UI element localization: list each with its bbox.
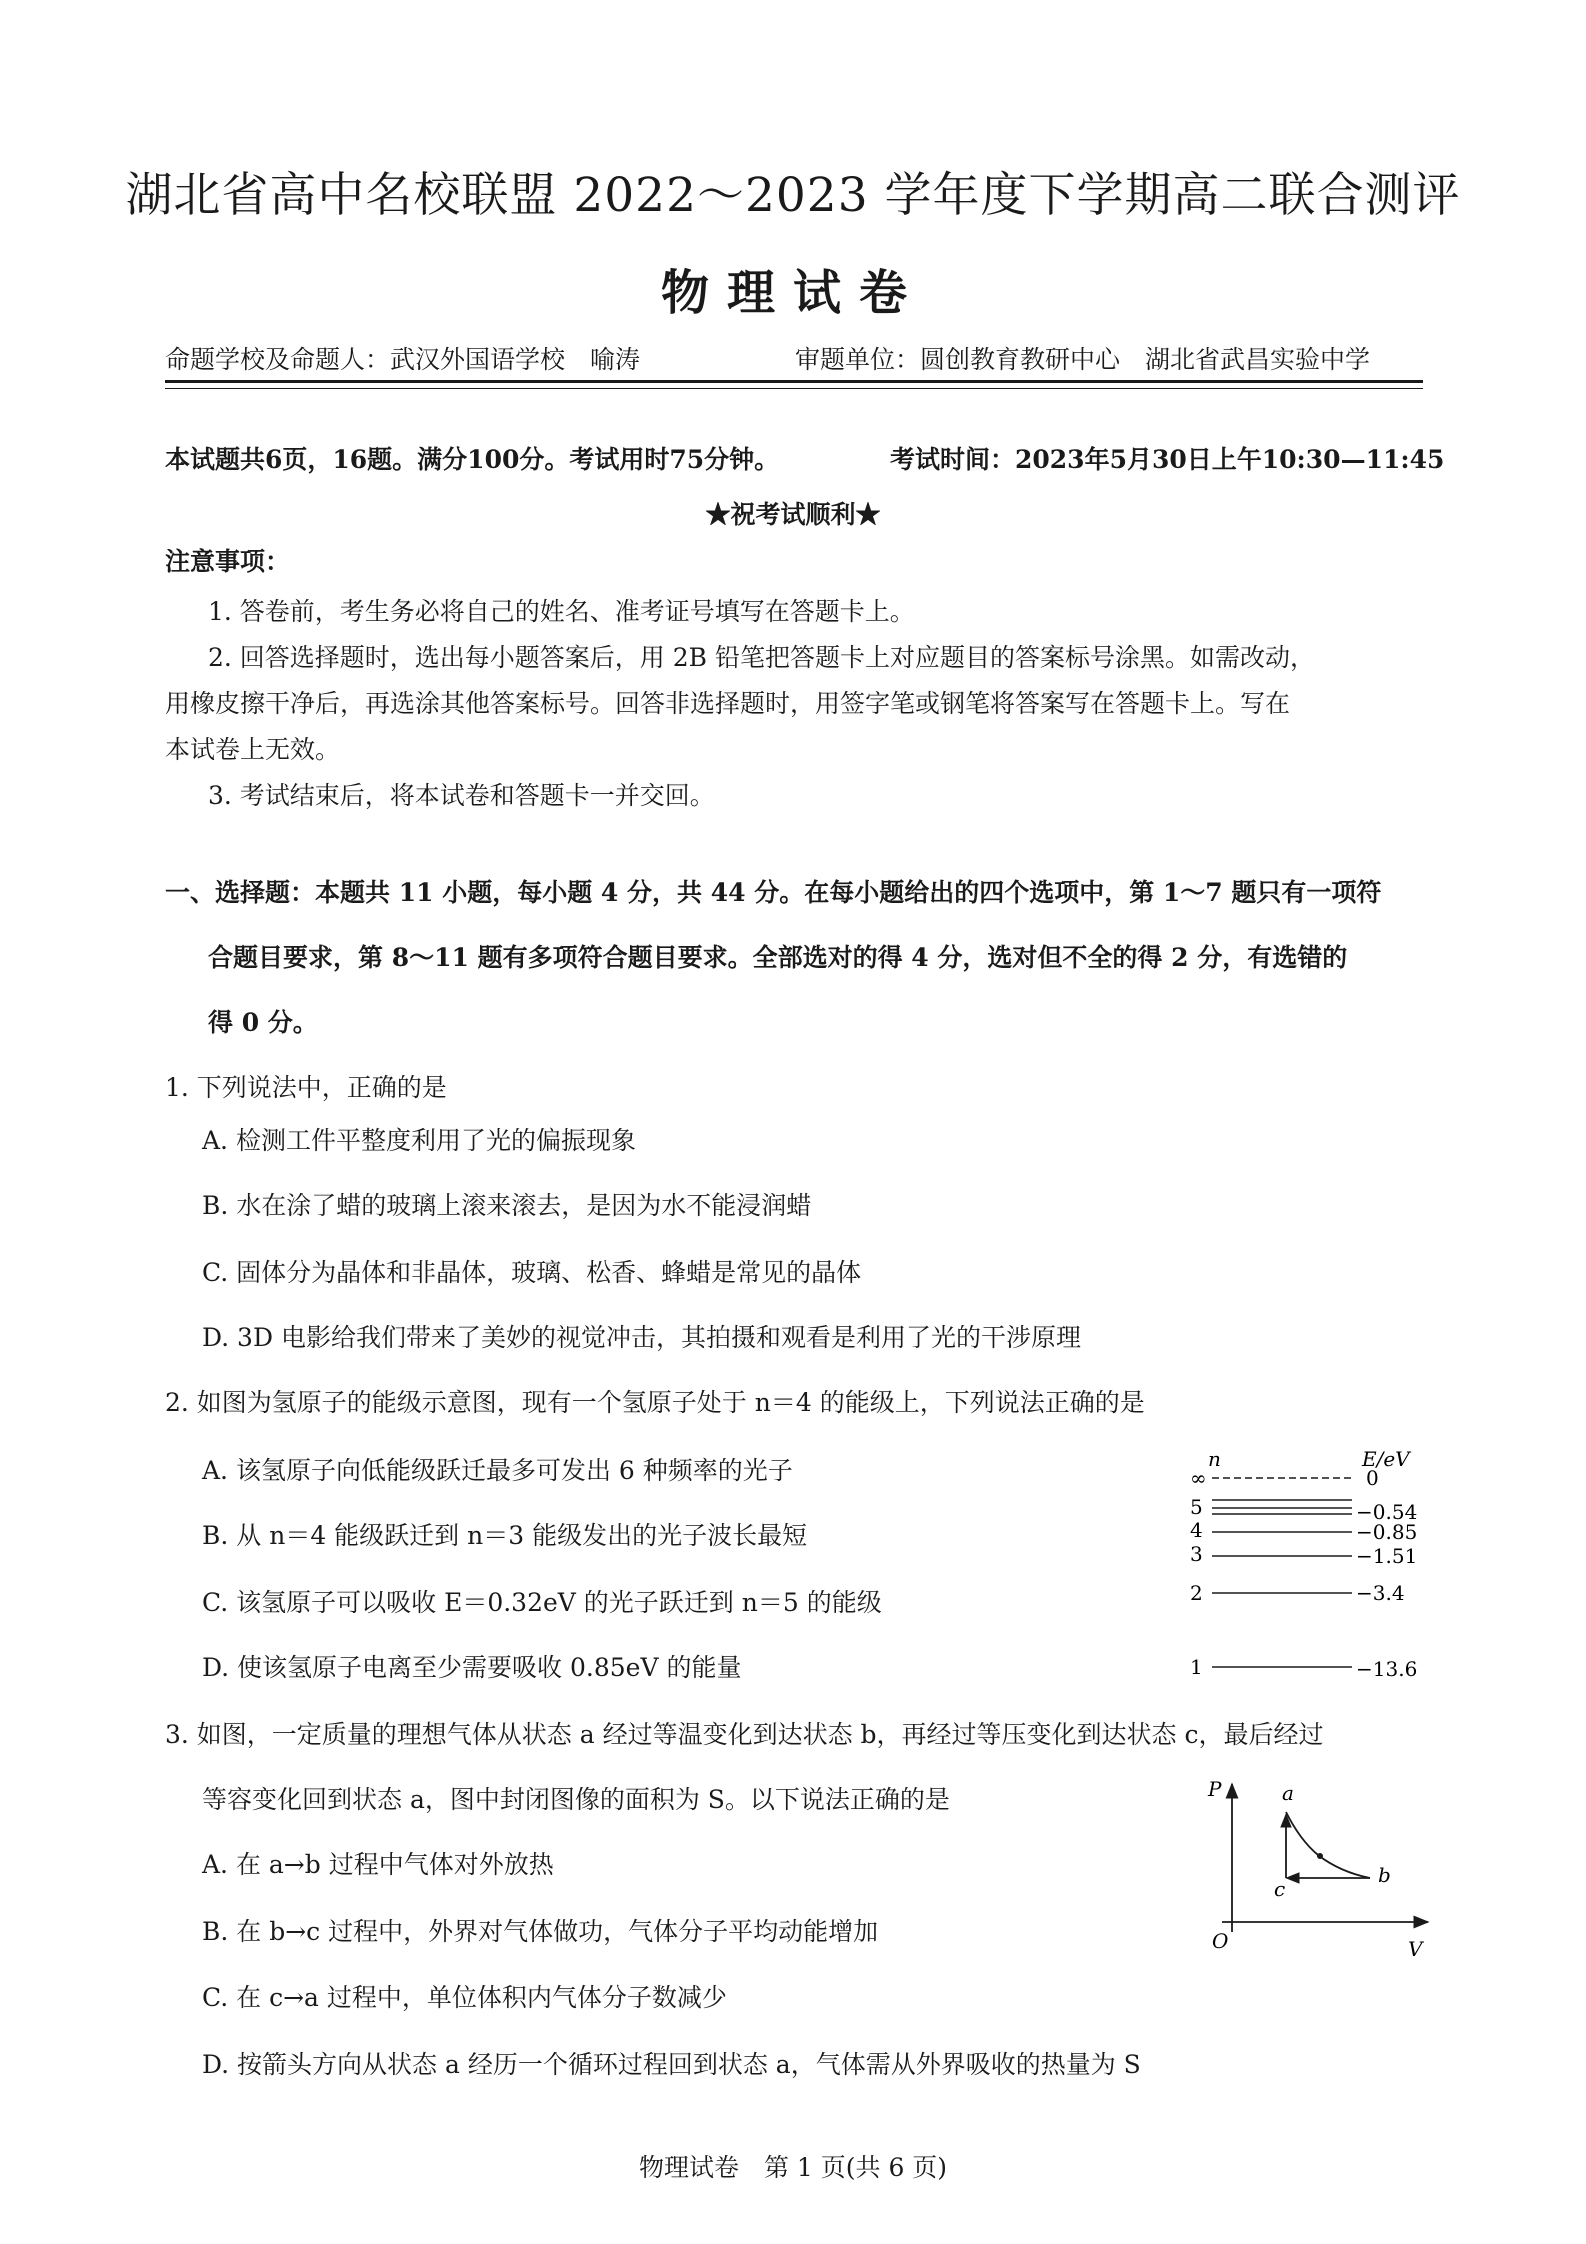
q1-option-c: C. 固体分为晶体和非晶体，玻璃、松香、蜂蜡是常见的晶体 <box>202 1258 862 1287</box>
energy-level-e-1: −13.6 <box>1356 1657 1418 1681</box>
state-b-label: b <box>1378 1863 1391 1887</box>
q2-option-b: B. 从 n＝4 能级跃迁到 n＝3 能级发出的光子波长最短 <box>202 1521 808 1550</box>
energy-level-e-infinity: 0 <box>1366 1466 1379 1490</box>
q2-option-a: A. 该氢原子向低能级跃迁最多可发出 6 种频率的光子 <box>202 1456 793 1485</box>
q3-option-b: B. 在 b→c 过程中，外界对气体做功，气体分子平均动能增加 <box>202 1917 879 1946</box>
origin-label: O <box>1212 1929 1229 1953</box>
reviewer-line: 审题单位：圆创教育教研中心 湖北省武昌实验中学 <box>795 345 1371 374</box>
section-heading-line-2: 合题目要求，第 8～11 题有多项符合题目要求。全部选对的得 4 分，选对但不全的得 2 分，有选错的 <box>208 943 1348 972</box>
q2-stem: 2. 如图为氢原子的能级示意图，现有一个氢原子处于 n＝4 的能级上，下列说法正确的是 <box>165 1388 1145 1417</box>
notice-item-2-line-3: 本试卷上无效。 <box>165 735 341 764</box>
energy-level-diagram <box>1180 1440 1440 1690</box>
q1-option-a: A. 检测工件平整度利用了光的偏振现象 <box>202 1126 636 1155</box>
exam-title: 湖北省高中名校联盟 2022～2023 学年度下学期高二联合测评 <box>125 168 1461 223</box>
notice-heading: 注意事项： <box>165 547 291 576</box>
header-rule-thin <box>165 388 1423 389</box>
q3-option-a: A. 在 a→b 过程中气体对外放热 <box>202 1850 554 1879</box>
exam-info-left: 本试题共6页，16题。满分100分。考试用时75分钟。 <box>165 445 780 474</box>
exam-info-right: 考试时间：2023年5月30日上午10:30—11:45 <box>890 445 1445 474</box>
section-heading-line-3: 得 0 分。 <box>208 1008 318 1037</box>
q3-option-c: C. 在 c→a 过程中，单位体积内气体分子数减少 <box>202 1983 727 2012</box>
energy-diagram-e-label: E/eV <box>1362 1447 1410 1471</box>
state-c-label: c <box>1274 1877 1286 1901</box>
notice-item-2-line-1: 2. 回答选择题时，选出每小题答案后，用 2B 铅笔把答题卡上对应题目的答案标号涂黑。如需改动， <box>208 643 1315 672</box>
energy-level-e-5: −0.54 <box>1356 1500 1418 1524</box>
energy-level-n-1: 1 <box>1190 1655 1203 1679</box>
notice-item-1: 1. 答卷前，考生务必将自己的姓名、准考证号填写在答题卡上。 <box>208 597 915 626</box>
energy-level-n-3: 3 <box>1190 1542 1203 1566</box>
isotherm-curve-ab <box>1286 1812 1370 1878</box>
energy-diagram-n-label: n <box>1208 1447 1221 1471</box>
isotherm-arrow-mark <box>1317 1853 1323 1859</box>
section-heading-line-1: 一、选择题：本题共 11 小题，每小题 4 分，共 44 分。在每小题给出的四个选项中，第 1～7 题只有一项符 <box>165 878 1382 907</box>
q1-option-b: B. 水在涂了蜡的玻璃上滚来滚去，是因为水不能浸润蜡 <box>202 1191 812 1220</box>
q2-option-d: D. 使该氢原子电离至少需要吸收 0.85eV 的能量 <box>202 1653 742 1682</box>
v-axis-label: V <box>1408 1937 1423 1961</box>
q1-stem: 1. 下列说法中，正确的是 <box>165 1073 447 1102</box>
q3-option-d: D. 按箭头方向从状态 a 经历一个循环过程回到状态 a，气体需从外界吸收的热量为 S <box>202 2050 1141 2079</box>
energy-level-e-2: −3.4 <box>1356 1581 1405 1605</box>
energy-level-n-2: 2 <box>1190 1581 1203 1605</box>
energy-level-n-5: 5 <box>1190 1495 1203 1519</box>
notice-item-2-line-2: 用橡皮擦干净后，再选涂其他答案标号。回答非选择题时，用签字笔或钢笔将答案写在答题卡上。写在 <box>165 689 1291 718</box>
author-line: 命题学校及命题人：武汉外国语学校 喻涛 <box>165 345 641 374</box>
notice-item-3: 3. 考试结束后，将本试卷和答题卡一并交回。 <box>208 781 715 810</box>
exam-subtitle: 物理试卷 <box>660 265 925 321</box>
q3-stem-line-1: 3. 如图，一定质量的理想气体从状态 a 经过等温变化到达状态 b，再经过等压变化到达状态 c，最后经过 <box>165 1720 1324 1749</box>
energy-level-e-3: −1.51 <box>1356 1544 1418 1568</box>
p-axis-label: P <box>1208 1777 1222 1801</box>
energy-level-n-4: 4 <box>1190 1518 1203 1542</box>
header-rule-thick <box>165 380 1423 383</box>
good-luck-line: ★祝考试顺利★ <box>705 500 881 529</box>
q1-option-d: D. 3D 电影给我们带来了美妙的视觉冲击，其拍摄和观看是利用了光的干涉原理 <box>202 1323 1081 1352</box>
energy-level-n-infinity: ∞ <box>1190 1466 1207 1490</box>
state-a-label: a <box>1282 1781 1294 1805</box>
q3-stem-line-2: 等容变化回到状态 a，图中封闭图像的面积为 S。以下说法正确的是 <box>202 1785 950 1814</box>
page-footer: 物理试卷 第 1 页(共 6 页) <box>638 2153 948 2182</box>
q2-option-c: C. 该氢原子可以吸收 E＝0.32eV 的光子跃迁到 n＝5 的能级 <box>202 1588 882 1617</box>
energy-level-e-4: −0.85 <box>1356 1520 1418 1544</box>
pv-diagram <box>1200 1770 1440 1970</box>
